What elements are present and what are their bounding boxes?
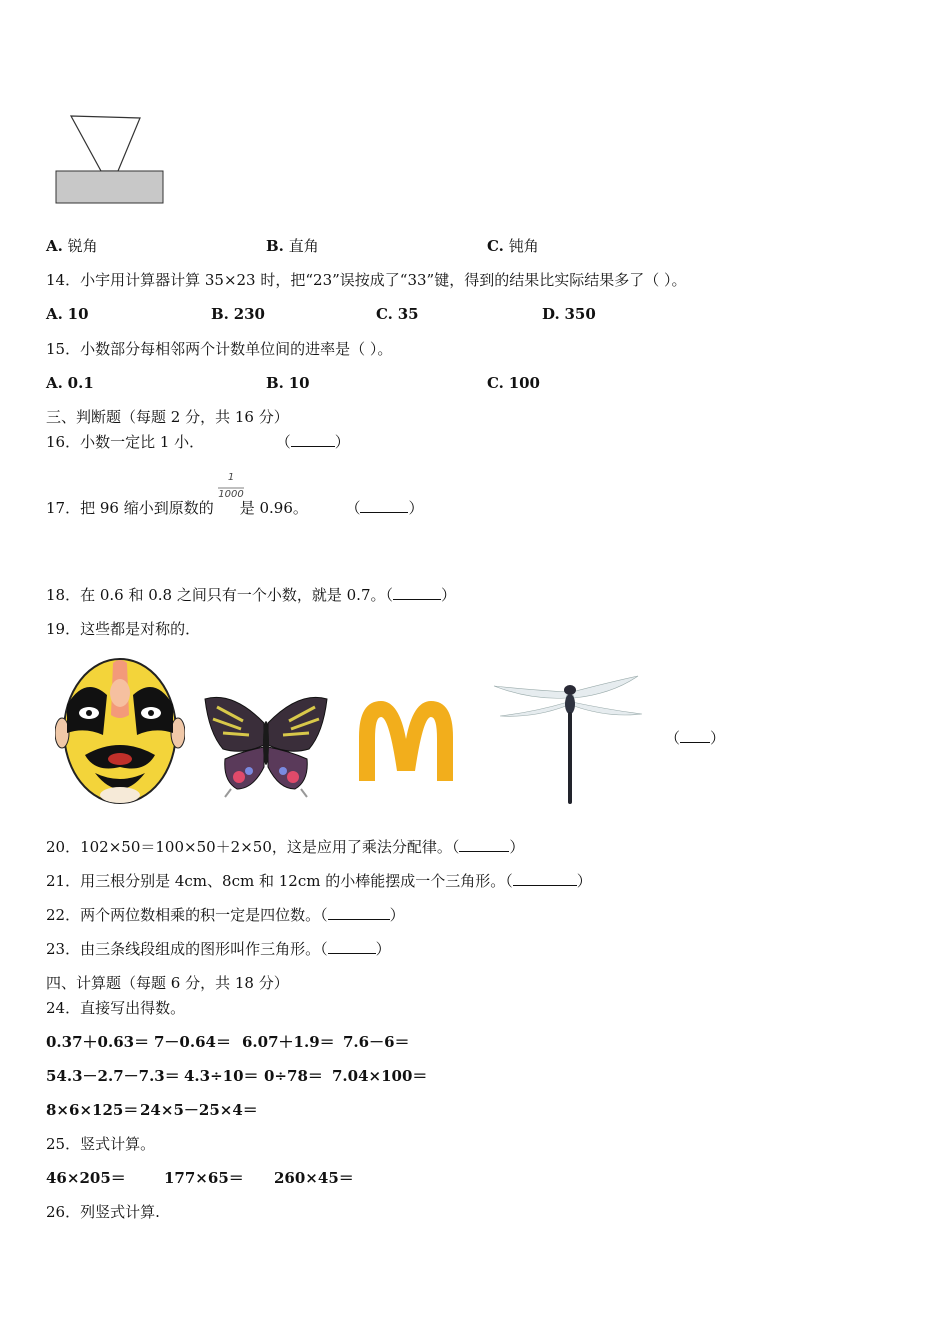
q19-paren-open: （: [665, 729, 681, 747]
q25-expr-3: 260×45＝: [274, 1169, 354, 1187]
q14-option-c[interactable]: C. 35: [376, 305, 419, 323]
q13-option-c[interactable]: C. 钝角: [487, 237, 539, 255]
q13-option-b[interactable]: B. 直角: [266, 237, 319, 255]
q23-answer-blank[interactable]: [328, 939, 376, 954]
q24-expr-3-2: 24×5－25×4＝: [140, 1101, 258, 1119]
q24-expr-1-1: 0.37＋0.63＝: [46, 1033, 150, 1051]
q24-expr-1-2: 7－0.64＝: [154, 1033, 231, 1051]
q20: [46, 837, 524, 857]
rectangle-base: [56, 171, 163, 203]
q21-paren-open: （: [505, 872, 513, 890]
dragonfly-image: [490, 672, 650, 808]
q24-expr-2-4: 7.04×100＝: [332, 1067, 428, 1085]
q24-text: 24．直接写出得数。: [46, 999, 186, 1017]
q22-paren-open: （: [320, 906, 328, 924]
q15-option-c[interactable]: C. 100: [487, 374, 540, 392]
q20-paren-open: （: [451, 838, 460, 856]
q17-fraction-numerator: 1: [227, 472, 235, 483]
q19-answer-blank[interactable]: [680, 728, 710, 743]
q24-expr-2-3: 0÷78＝: [264, 1067, 323, 1085]
q25-expr-1: 46×205＝: [46, 1169, 126, 1187]
q21: [46, 871, 592, 891]
q14-text: 14．小宇用计算器计算 35×23 时，把“23”误按成了“33”键，得到的结果比实际结果多了（ ）。: [46, 271, 687, 289]
q24-expr-2-1: 54.3－2.7－7.3＝: [46, 1067, 180, 1085]
mcdonalds-logo-image: [355, 697, 457, 783]
q15-option-a[interactable]: A. 0.1: [46, 374, 94, 392]
q25-expr-2: 177×65＝: [164, 1169, 244, 1187]
q19-text: 19．这些都是对称的．: [46, 620, 201, 638]
q22-paren-close: ）: [389, 906, 405, 924]
q16-paren-open: （: [275, 433, 291, 451]
q14-option-b[interactable]: B. 230: [211, 305, 265, 323]
q18: [46, 585, 456, 605]
q14-option-a[interactable]: A. 10: [46, 305, 89, 323]
q17-text-before: 17．把 96 缩小到原数的: [46, 499, 214, 517]
q19-paren-close: ）: [710, 729, 726, 747]
q17-paren-close: ）: [408, 499, 424, 517]
q23: [46, 939, 391, 959]
butterfly-image: [203, 693, 329, 799]
triangle-shape: [71, 116, 140, 171]
angle-figure: [54, 114, 166, 206]
q13-option-a[interactable]: A. 锐角: [46, 237, 98, 255]
section-4-heading: 四、计算题（每题 6 分，共 18 分）: [46, 974, 289, 992]
q16-text: 16．小数一定比 1 小．: [46, 433, 205, 451]
q21-text: 21．用三根分别是 4cm、8cm 和 12cm 的小棒能摆成一个三角形。: [46, 872, 506, 890]
opera-mask-image: [55, 655, 185, 807]
q22: [46, 905, 405, 925]
q26-text: 26．列竖式计算.: [46, 1203, 160, 1221]
q18-paren-open: （: [385, 586, 394, 604]
q20-answer-blank[interactable]: [459, 837, 509, 852]
q23-paren-close: ）: [375, 940, 391, 958]
q24-expr-1-3: 6.07＋1.9＝: [242, 1033, 335, 1051]
q19-answer: [665, 728, 725, 748]
q16-paren-close: ）: [334, 433, 350, 451]
q16-answer-blank[interactable]: [291, 432, 335, 447]
q18-paren-close: ）: [441, 586, 457, 604]
section-3-heading: 三、判断题（每题 2 分，共 16 分）: [46, 408, 289, 426]
q21-paren-close: ）: [576, 872, 592, 890]
q23-text: 23．由三条线段组成的图形叫作三角形。: [46, 940, 321, 958]
q21-answer-blank[interactable]: [513, 871, 577, 886]
q20-text: 20．102×50＝100×50＋2×50，这是应用了乘法分配律。: [46, 838, 452, 856]
q22-answer-blank[interactable]: [328, 905, 390, 920]
q18-answer-blank[interactable]: [393, 585, 441, 600]
q16: [46, 432, 350, 452]
q24-expr-1-4: 7.6－6＝: [343, 1033, 410, 1051]
q23-paren-open: （: [320, 940, 328, 958]
q15-option-b[interactable]: B. 10: [266, 374, 310, 392]
q20-paren-close: ）: [509, 838, 525, 856]
q17-paren-open: （: [345, 499, 361, 517]
q25-text: 25．竖式计算。: [46, 1135, 156, 1153]
q22-text: 22．两个两位数相乘的积一定是四位数。: [46, 906, 321, 924]
q17-fraction-denominator: 1000: [218, 489, 244, 500]
q17-text-after: 是 0.96。: [239, 499, 308, 517]
q24-expr-2-2: 4.3÷10＝: [184, 1067, 259, 1085]
q24-expr-3-1: 8×6×125＝: [46, 1101, 139, 1119]
q15-text: 15．小数部分每相邻两个计数单位间的进率是（ ）。: [46, 340, 393, 358]
q17: [46, 498, 423, 518]
q14-option-d[interactable]: D. 350: [542, 305, 596, 323]
q17-answer-blank[interactable]: [360, 498, 408, 513]
q18-text: 18．在 0.6 和 0.8 之间只有一个小数，就是 0.7。: [46, 586, 386, 604]
